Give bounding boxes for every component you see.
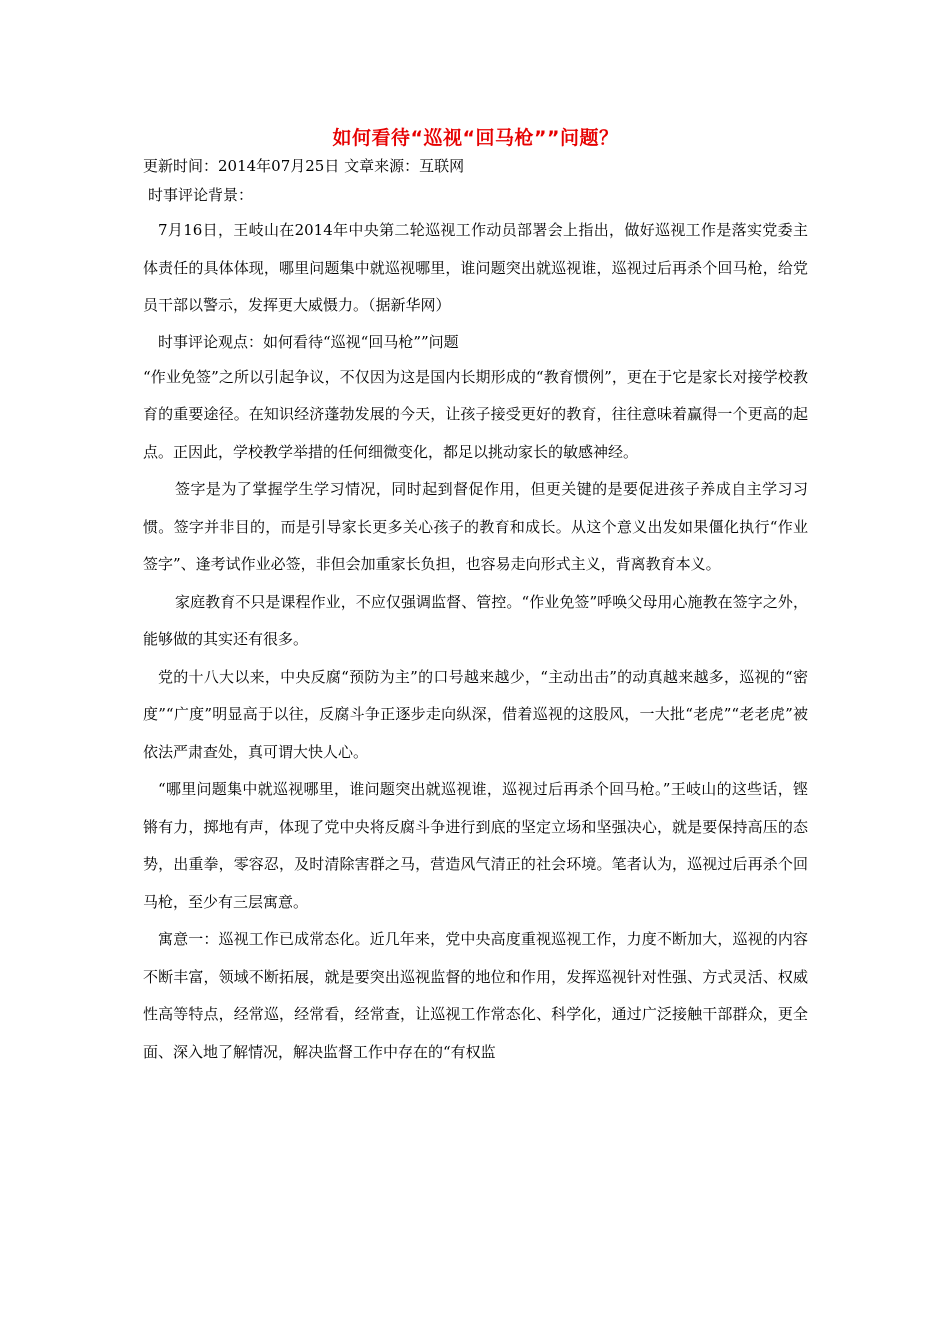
paragraph-background: 7月16日，王岐山在2014年中央第二轮巡视工作动员部署会上指出，做好巡视工作是落实党委主体责任的具体体现，哪里问题集中就巡视哪里，谁问题突出就巡视谁，巡视过后再杀个回马枪，给党员干部以警示，发挥更大威慑力。（据新华网） — [143, 221, 808, 314]
paragraph: 签字是为了掌握学生学习情况，同时起到督促作用，但更关键的是要促进孩子养成自主学习习惯。签字并非目的，而是引导家长更多关心孩子的教育和成长。从这个意义出发如果僵化执行“作业签字”、逢考试作业必签，非但会加重家长负担，也容易走向形式主义，背离教育本义。 — [143, 480, 808, 573]
paragraph-background-heading: 时事评论背景： — [148, 186, 254, 204]
paragraph: 党的十八大以来，中央反腐“预防为主”的口号越来越少，“主动出击”的动真越来越多，巡视的“密度”“广度”明显高于以往，反腐斗争正逐步走向纵深，借着巡视的这股风，一大批“老虎”“老老虎”被依法严肃查处，真可谓大快人心。 — [143, 667, 808, 761]
article-body — [143, 126, 808, 1071]
article-title: 如何看待“巡视“回马枪””问题？ — [332, 127, 619, 149]
paragraph: 家庭教育不只是课程作业，不应仅强调监督、管控。“作业免签”呼唤父母用心施教在签字之外，能够做的其实还有很多。 — [143, 592, 808, 648]
article-meta: 更新时间：2014年07月25日 文章来源：互联网 — [143, 157, 465, 175]
paragraph: “哪里问题集中就巡视哪里，谁问题突出就巡视谁，巡视过后再杀个回马枪。”王岐山的这些话，铿锵有力，掷地有声，体现了党中央将反腐斗争进行到底的坚定立场和坚强决心，就是要保持高压的态势，出重拳，零容忍，及时清除害群之马，营造风气清正的社会环境。笔者认为，巡视过后再杀个回马枪，至少有三层寓意。 — [143, 780, 808, 911]
paragraph: 寓意一：巡视工作已成常态化。近几年来，党中央高度重视巡视工作，力度不断加大，巡视的内容不断丰富，领域不断拓展，就是要突出巡视监督的地位和作用，发挥巡视针对性强、方式灵活、权威性高等特点，经常巡，经常看，经常查，让巡视工作常态化、科学化，通过广泛接触干部群众，更全面、深入地了解情况，解决监督工作中存在的“有权监 — [143, 930, 808, 1061]
paragraph-viewpoint-heading: 时事评论观点：如何看待“巡视“回马枪””问题 — [158, 332, 459, 351]
paragraph: “作业免签”之所以引起争议，不仅因为这是国内长期形成的“教育惯例”，更在于它是家长对接学校教育的重要途径。在知识经济蓬勃发展的今天，让孩子接受更好的教育，往往意味着赢得一个更高的起点。正因此，学校教学举措的任何细微变化，都足以挑动家长的敏感神经。 — [143, 367, 808, 461]
